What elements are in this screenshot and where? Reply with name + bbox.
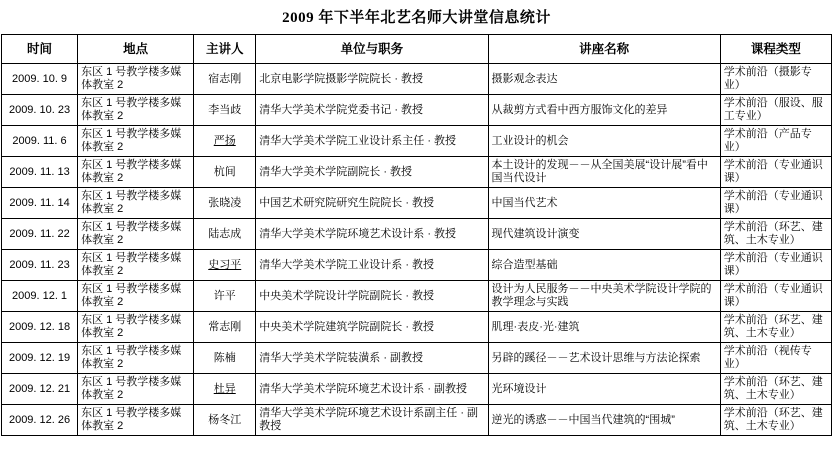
cell-unit: 清华大学美术学院副院长 · 教授 — [256, 157, 488, 188]
cell-type: 学术前沿（摄影专业） — [720, 64, 831, 95]
table-row — [2, 281, 832, 312]
cell-speaker — [194, 312, 256, 343]
cell-type: 学术前沿（服设、服工专业） — [720, 95, 831, 126]
speaker-name: 张晓凌 — [208, 196, 242, 209]
cell-place: 东区 1 号教学楼多媒体教室 2 — [78, 219, 194, 250]
lecture-info-table — [1, 34, 832, 436]
cell-time: 2009. 11. 6 — [2, 126, 78, 157]
cell-unit: 清华大学美术学院环境艺术设计系 · 教授 — [256, 219, 488, 250]
cell-lecture: 综合造型基础 — [488, 250, 720, 281]
speaker-name: 杜异 — [213, 382, 236, 395]
cell-time: 2009. 12. 18 — [2, 312, 78, 343]
column-header-unit: 单位与职务 — [256, 35, 488, 64]
cell-place: 东区 1 号教学楼多媒体教室 2 — [78, 250, 194, 281]
cell-place: 东区 1 号教学楼多媒体教室 2 — [78, 281, 194, 312]
cell-lecture: 从裁剪方式看中西方服饰文化的差异 — [488, 95, 720, 126]
table-row — [2, 343, 832, 374]
column-header-place: 地点 — [78, 35, 194, 64]
cell-speaker — [194, 219, 256, 250]
cell-place: 东区 1 号教学楼多媒体教室 2 — [78, 157, 194, 188]
cell-type: 学术前沿（专业通识课） — [720, 188, 831, 219]
cell-lecture: 肌理·表皮·光·建筑 — [488, 312, 720, 343]
column-header-time: 时间 — [2, 35, 78, 64]
cell-speaker — [194, 64, 256, 95]
cell-time: 2009. 12. 1 — [2, 281, 78, 312]
column-header-type: 课程类型 — [720, 35, 831, 64]
cell-unit: 中央美术学院建筑学院副院长 · 教授 — [256, 312, 488, 343]
cell-lecture: 现代建筑设计演变 — [488, 219, 720, 250]
cell-speaker — [194, 157, 256, 188]
cell-time: 2009. 12. 26 — [2, 405, 78, 436]
cell-time: 2009. 11. 23 — [2, 250, 78, 281]
table-body — [2, 64, 832, 436]
cell-type: 学术前沿（环艺、建筑、土木专业） — [720, 405, 831, 436]
cell-type: 学术前沿（产品专业） — [720, 126, 831, 157]
table-row — [2, 64, 832, 95]
cell-time: 2009. 10. 9 — [2, 64, 78, 95]
page-title: 2009 年下半年北艺名师大讲堂信息统计 — [282, 10, 551, 26]
column-header-speaker: 主讲人 — [194, 35, 256, 64]
cell-time: 2009. 11. 14 — [2, 188, 78, 219]
cell-type: 学术前沿（专业通识课） — [720, 157, 831, 188]
cell-unit: 中国艺术研究院研究生院院长 · 教授 — [256, 188, 488, 219]
speaker-name: 宿志刚 — [208, 72, 242, 85]
cell-speaker — [194, 343, 256, 374]
cell-place: 东区 1 号教学楼多媒体教室 2 — [78, 188, 194, 219]
cell-unit: 清华大学美术学院环境艺术设计系副主任 · 副教授 — [256, 405, 488, 436]
cell-place: 东区 1 号教学楼多媒体教室 2 — [78, 343, 194, 374]
cell-unit: 中央美术学院设计学院副院长 · 教授 — [256, 281, 488, 312]
column-header-lecture: 讲座名称 — [488, 35, 720, 64]
table-row — [2, 312, 832, 343]
cell-lecture: 光环境设计 — [488, 374, 720, 405]
table-row — [2, 374, 832, 405]
speaker-name: 严扬 — [213, 134, 236, 147]
speaker-name: 杭间 — [213, 165, 236, 178]
table-row — [2, 219, 832, 250]
cell-unit: 清华大学美术学院党委书记 · 教授 — [256, 95, 488, 126]
cell-unit: 清华大学美术学院工业设计系 · 教授 — [256, 250, 488, 281]
table-row — [2, 188, 832, 219]
cell-place: 东区 1 号教学楼多媒体教室 2 — [78, 312, 194, 343]
table-row — [2, 405, 832, 436]
speaker-name: 李当歧 — [208, 103, 242, 116]
speaker-name: 陆志成 — [208, 227, 242, 240]
cell-speaker — [194, 281, 256, 312]
cell-unit: 北京电影学院摄影学院院长 · 教授 — [256, 64, 488, 95]
cell-lecture: 本土设计的发现－－从全国美展“设计展”看中国当代设计 — [488, 157, 720, 188]
cell-place: 东区 1 号教学楼多媒体教室 2 — [78, 405, 194, 436]
cell-speaker — [194, 374, 256, 405]
speaker-name: 许平 — [213, 289, 236, 302]
cell-type: 学术前沿（专业通识课） — [720, 250, 831, 281]
cell-speaker — [194, 250, 256, 281]
cell-type: 学术前沿（环艺、建筑、土木专业） — [720, 374, 831, 405]
cell-time: 2009. 11. 13 — [2, 157, 78, 188]
cell-place: 东区 1 号教学楼多媒体教室 2 — [78, 374, 194, 405]
cell-time: 2009. 11. 22 — [2, 219, 78, 250]
cell-lecture: 逆光的诱惑－－中国当代建筑的“围城” — [488, 405, 720, 436]
table-row — [2, 250, 832, 281]
cell-time: 2009. 10. 23 — [2, 95, 78, 126]
cell-lecture: 设计为人民服务－－中央美术学院设计学院的教学理念与实践 — [488, 281, 720, 312]
cell-speaker — [194, 405, 256, 436]
cell-place: 东区 1 号教学楼多媒体教室 2 — [78, 126, 194, 157]
table-row — [2, 95, 832, 126]
table-row — [2, 157, 832, 188]
table-row — [2, 126, 832, 157]
cell-speaker — [194, 95, 256, 126]
cell-time: 2009. 12. 21 — [2, 374, 78, 405]
cell-lecture: 中国当代艺术 — [488, 188, 720, 219]
speaker-name: 史习平 — [208, 258, 242, 271]
speaker-name: 杨冬江 — [208, 413, 242, 426]
cell-speaker — [194, 126, 256, 157]
cell-type: 学术前沿（视传专业） — [720, 343, 831, 374]
cell-lecture: 另辟的蹊径－－艺术设计思维与方法论探索 — [488, 343, 720, 374]
table-header-row — [2, 35, 832, 64]
cell-unit: 清华大学美术学院工业设计系主任 · 教授 — [256, 126, 488, 157]
cell-place: 东区 1 号教学楼多媒体教室 2 — [78, 95, 194, 126]
cell-lecture: 摄影观念表达 — [488, 64, 720, 95]
cell-speaker — [194, 188, 256, 219]
speaker-name: 陈楠 — [213, 351, 236, 364]
cell-unit: 清华大学美术学院环境艺术设计系 · 副教授 — [256, 374, 488, 405]
speaker-name: 常志刚 — [208, 320, 242, 333]
cell-place: 东区 1 号教学楼多媒体教室 2 — [78, 64, 194, 95]
cell-type: 学术前沿（环艺、建筑、土木专业） — [720, 219, 831, 250]
cell-unit: 清华大学美术学院装潢系 · 副教授 — [256, 343, 488, 374]
cell-lecture: 工业设计的机会 — [488, 126, 720, 157]
cell-type: 学术前沿（环艺、建筑、土木专业） — [720, 312, 831, 343]
cell-time: 2009. 12. 19 — [2, 343, 78, 374]
cell-type: 学术前沿（专业通识课） — [720, 281, 831, 312]
